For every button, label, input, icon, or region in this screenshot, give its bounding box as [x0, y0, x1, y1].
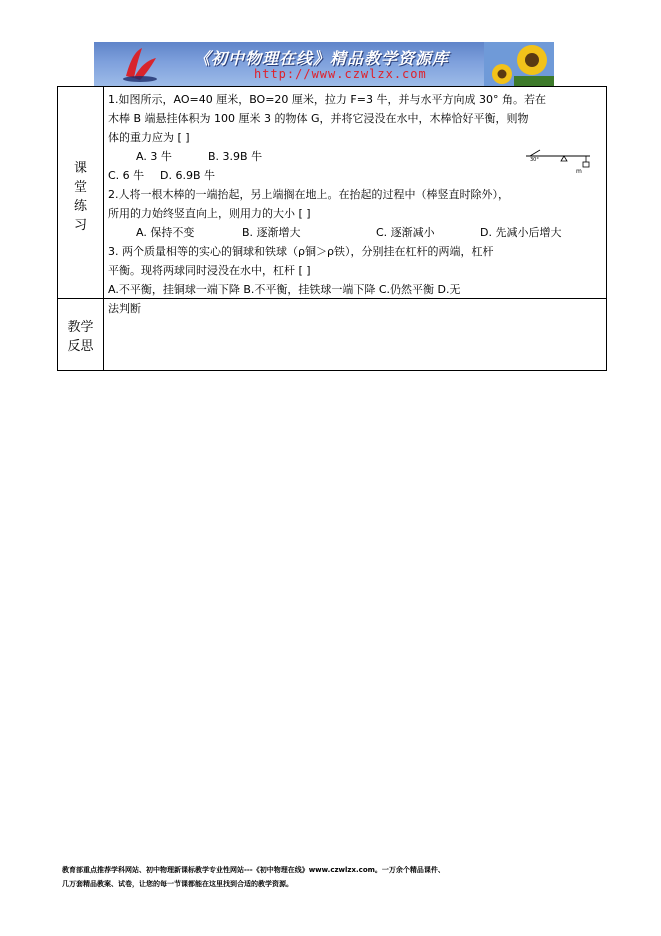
question-2-line: 2.人将一根木棒的一端抬起，另上端搁在地上。在抬起的过程中（棒竖直时除外），	[108, 188, 509, 201]
banner-url[interactable]: http://www.czwlzx.com	[254, 67, 427, 81]
option-b: B. 3.9B 牛	[208, 150, 263, 163]
option-a: A. 保持不变	[136, 226, 195, 239]
banner-title: 《初中物理在线》精品教学资源库	[194, 49, 450, 68]
header-banner	[94, 42, 554, 86]
footer-line: 教育部重点推荐学科网站、初中物理新课标教学专业性网站---《初中物理在线》www.czwlzx.com。一万余个精品课件、	[62, 866, 445, 874]
column-divider	[103, 87, 104, 370]
reflection-label-line: 反思	[67, 339, 94, 354]
mass-label: m	[576, 168, 582, 175]
footer	[62, 863, 622, 891]
question-2-options	[108, 223, 604, 242]
question-1-line: 体的重力应为 [ ]	[108, 131, 190, 144]
question-3-line: 3. 两个质量相等的实心的铜球和铁球（ρ铜＞ρ铁），分别挂在杠杆的两端，杠杆	[108, 245, 494, 258]
question-2-line: 所用的力始终竖直向上，则用力的大小 [ ]	[108, 207, 311, 220]
sunflower-icon	[484, 42, 554, 86]
option-a: A. 3 牛	[136, 150, 172, 163]
practice-label-char: 练	[73, 199, 87, 214]
angle-label: 30°	[530, 157, 539, 163]
question-3-line: 法判断	[108, 302, 141, 315]
question-1-line: 1.如图所示，AO=40 厘米，BO=20 厘米，拉力 F=3 牛，并与水平方向成 30° 角。若在	[108, 93, 546, 106]
option-c: C. 逐渐减小	[376, 226, 435, 239]
option-b: B. 逐渐增大	[242, 226, 301, 239]
reflection-label	[58, 318, 103, 356]
practice-label-char: 课	[73, 161, 87, 176]
question-1-line: 木棒 B 端悬挂体积为 100 厘米 3 的物体 G，并将它浸没在水中，木棒恰好平衡，则物	[108, 112, 529, 125]
site-logo-icon	[120, 46, 160, 84]
option-d: D. 6.9B 牛	[160, 169, 215, 182]
practice-label-char: 堂	[73, 180, 87, 195]
practice-label-char: 习	[73, 218, 87, 233]
lesson-table	[57, 86, 607, 371]
footer-line: 几万套精品教案、试卷，让您的每一节课都能在这里找到合适的教学资源。	[62, 880, 293, 888]
lever-diagram	[524, 148, 596, 176]
question-3-line: 平衡。现将两球同时浸没在水中，杠杆 [ ]	[108, 264, 311, 277]
reflection-label-line: 教学	[67, 320, 94, 335]
practice-label	[58, 159, 103, 235]
option-c: C. 6 牛	[108, 169, 145, 182]
question-3-line: A.不平衡，挂铜球一端下降 B.不平衡，挂铁球一端下降 C.仍然平衡 D.无	[108, 283, 461, 296]
practice-content	[108, 90, 604, 318]
option-d: D. 先减小后增大	[480, 226, 562, 239]
